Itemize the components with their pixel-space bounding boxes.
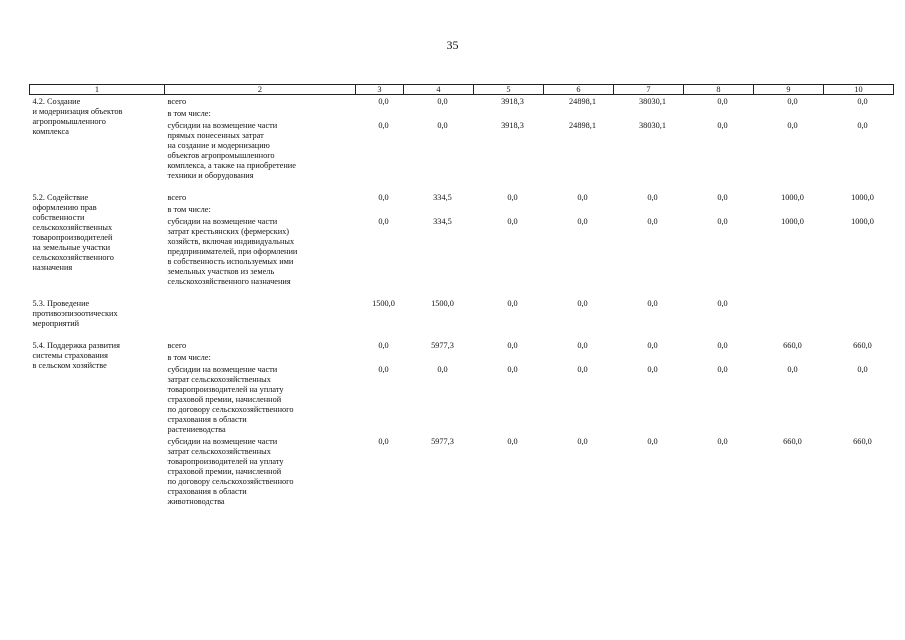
funding-source-line: в собственность используемых ими [167,257,294,266]
value-cell [684,339,754,351]
value-cell [356,363,404,435]
value-cell [614,95,684,108]
measure-name-line: 5.3. Проведение [32,299,90,308]
row-spacer-cell [30,329,894,339]
funding-source-line: субсидии на возмещение части [167,365,278,374]
table-row [30,95,894,108]
value-text: 660,0 [783,437,802,446]
value-cell [474,435,544,507]
value-text: 1000,0 [781,193,804,202]
value-cell [474,119,544,181]
funding-source-line: животноводства [167,497,225,506]
value-cell [824,435,894,507]
value-cell [356,351,404,363]
funding-source [165,435,356,507]
table-row [30,297,894,329]
value-text: 0,0 [857,121,868,130]
value-cell [614,351,684,363]
column-header-10: 10 [824,85,894,95]
column-header-9: 9 [754,85,824,95]
funding-source-line: субсидии на возмещение части [167,217,278,226]
funding-source-line: в том числе: [167,109,211,118]
value-cell [544,203,614,215]
value-cell [356,107,404,119]
value-cell [754,119,824,181]
value-cell [404,435,474,507]
funding-source-line: техники и оборудования [167,171,254,180]
budget-table [29,84,894,507]
column-header-6: 6 [544,85,614,95]
value-cell [356,339,404,351]
value-cell [544,215,614,287]
value-cell [824,191,894,203]
row-spacer [30,329,894,339]
value-cell [404,215,474,287]
value-text: 0,0 [857,97,868,106]
value-text: 0,0 [787,121,798,130]
value-text: 0,0 [717,365,728,374]
measure-name-line: назначения [32,263,73,272]
value-cell [684,363,754,435]
value-text: 0,0 [717,341,728,350]
measure-name-line: в сельском хозяйстве [32,361,107,370]
value-cell [614,191,684,203]
value-cell [544,95,614,108]
funding-source-line: по договору сельскохозяйственного [167,405,294,414]
value-text: 0,0 [787,365,798,374]
funding-source-line: объектов агропромышленного [167,151,275,160]
value-cell [356,191,404,203]
value-cell [356,95,404,108]
value-text: 0,0 [507,299,518,308]
value-text: 0,0 [577,437,588,446]
funding-source-line: комплекса, а также на приобретение [167,161,296,170]
value-cell [684,351,754,363]
measure-name [30,191,165,287]
value-cell [544,363,614,435]
funding-source-line: по договору сельскохозяйственного [167,477,294,486]
column-header-4: 4 [404,85,474,95]
value-text: 0,0 [507,193,518,202]
value-cell [474,339,544,351]
funding-source-line: в том числе: [167,205,211,214]
value-text: 0,0 [378,341,389,350]
value-cell [614,363,684,435]
funding-source-line: страховой премии, начисленной [167,395,282,404]
value-cell [544,297,614,329]
value-cell [404,363,474,435]
value-text: 0,0 [717,193,728,202]
page-number: 35 [446,38,459,52]
value-text: 3918,3 [501,97,524,106]
value-text: 0,0 [717,437,728,446]
value-cell [356,215,404,287]
value-text: 0,0 [507,341,518,350]
value-text: 0,0 [507,437,518,446]
funding-source-line: затрат крестьянских (фермерских) [167,227,290,236]
value-text: 38030,1 [639,97,666,106]
value-text: 0,0 [577,217,588,226]
measure-name-line: противоэпизоотических [32,309,118,318]
value-cell [614,215,684,287]
table-row [30,339,894,351]
funding-source [165,339,356,351]
value-text: 5977,3 [431,341,454,350]
value-text: 0,0 [717,97,728,106]
column-header-8: 8 [684,85,754,95]
value-text: 0,0 [577,341,588,350]
value-cell [544,351,614,363]
measure-name [30,95,165,182]
table-header [30,85,894,95]
value-text: 0,0 [378,97,389,106]
value-cell [404,339,474,351]
value-cell [474,203,544,215]
value-cell [754,363,824,435]
value-cell [824,297,894,329]
value-text: 0,0 [437,365,448,374]
value-text: 0,0 [378,365,389,374]
value-cell [614,107,684,119]
value-text: 0,0 [378,193,389,202]
row-spacer-cell [30,287,894,297]
measure-name-line: 4.2. Создание [32,97,81,106]
funding-source-line: субсидии на возмещение части [167,121,278,130]
value-cell [356,203,404,215]
row-spacer [30,287,894,297]
measure-name-line: и модернизация объектов [32,107,123,116]
value-cell [356,435,404,507]
measure-name-line: мероприятий [32,319,80,328]
funding-source [165,351,356,363]
measure-name-line: на земельные участки [32,243,111,252]
value-cell [824,363,894,435]
value-cell [404,95,474,108]
value-cell [474,363,544,435]
row-spacer [30,181,894,191]
measure-name-line: системы страхования [32,351,108,360]
value-text: 0,0 [378,217,389,226]
funding-source-line: сельскохозяйственного назначения [167,277,291,286]
value-text: 0,0 [787,97,798,106]
value-text: 0,0 [717,299,728,308]
value-text: 0,0 [437,121,448,130]
value-text: 0,0 [577,193,588,202]
funding-source-line: страхования в области [167,487,247,496]
value-cell [404,351,474,363]
funding-source-line: всего [167,97,187,106]
value-text: 0,0 [647,341,658,350]
value-text: 1000,0 [851,193,874,202]
value-cell [404,107,474,119]
value-cell [684,119,754,181]
value-cell [474,351,544,363]
column-header-2: 2 [165,85,356,95]
table-body [30,95,894,508]
funding-source-line: субсидии на возмещение части [167,437,278,446]
table-row [30,191,894,203]
value-text: 334,5 [433,193,452,202]
value-cell [474,191,544,203]
value-text: 0,0 [647,193,658,202]
value-cell [824,215,894,287]
value-text: 24898,1 [569,97,596,106]
value-cell [474,95,544,108]
funding-source-line: на создание и модернизацию [167,141,270,150]
value-cell [474,297,544,329]
value-text: 1500,0 [372,299,395,308]
value-cell [614,297,684,329]
value-cell [824,339,894,351]
measure-name-line: 5.4. Поддержка развития [32,341,120,350]
measure-name-line: сельскохозяйственных [32,223,113,232]
value-cell [754,191,824,203]
value-cell [614,435,684,507]
value-cell [404,203,474,215]
value-cell [474,107,544,119]
value-cell [404,119,474,181]
value-cell [684,107,754,119]
funding-source-line: хозяйств, включая индивидуальных [167,237,295,246]
measure-name-line: агропромышленного [32,117,106,126]
funding-source [165,363,356,435]
funding-source-line: страхования в области [167,415,247,424]
value-text: 0,0 [857,365,868,374]
funding-source [165,95,356,108]
value-text: 3918,3 [501,121,524,130]
value-text: 0,0 [647,217,658,226]
funding-source [165,119,356,181]
measure-name-line: сельскохозяйственного [32,253,114,262]
value-cell [754,339,824,351]
value-text: 1500,0 [431,299,454,308]
funding-source-line: затрат сельскохозяйственных [167,375,271,384]
funding-source [165,203,356,215]
funding-source-line: товаропроизводителей на уплату [167,385,284,394]
value-cell [824,203,894,215]
value-cell [614,203,684,215]
value-cell [754,203,824,215]
value-cell [544,435,614,507]
value-text: 0,0 [437,97,448,106]
value-cell [474,215,544,287]
measure-name-line: 5.2. Содействие [32,193,89,202]
value-text: 0,0 [717,121,728,130]
value-cell [754,435,824,507]
funding-source-line: всего [167,193,187,202]
value-text: 0,0 [577,365,588,374]
header-row [30,85,894,95]
value-cell [754,215,824,287]
value-cell [684,95,754,108]
value-text: 0,0 [647,365,658,374]
value-cell [404,191,474,203]
funding-source [165,215,356,287]
measure-name [30,297,165,329]
funding-source-line: растениеводства [167,425,226,434]
value-cell [614,339,684,351]
column-header-3: 3 [356,85,404,95]
value-cell [684,203,754,215]
value-cell [614,119,684,181]
funding-source-line: земельных участков из земель [167,267,275,276]
value-cell [356,119,404,181]
value-text: 0,0 [647,437,658,446]
value-text: 660,0 [783,341,802,350]
value-text: 5977,3 [431,437,454,446]
value-text: 660,0 [853,437,872,446]
value-text: 0,0 [577,299,588,308]
row-spacer-cell [30,181,894,191]
funding-source-line: прямых понесенных затрат [167,131,264,140]
funding-source [165,191,356,203]
measure-name-line: оформлению прав [32,203,97,212]
value-cell [544,191,614,203]
value-cell [754,297,824,329]
measure-name-line: комплекса [32,127,69,136]
column-header-7: 7 [614,85,684,95]
value-cell [684,435,754,507]
value-text: 660,0 [853,341,872,350]
funding-source-line: затрат сельскохозяйственных [167,447,271,456]
value-text: 1000,0 [851,217,874,226]
value-cell [824,95,894,108]
column-header-5: 5 [474,85,544,95]
funding-source-line: товаропроизводителей на уплату [167,457,284,466]
funding-source-line: предпринимателей, при оформлении [167,247,298,256]
value-cell [754,107,824,119]
value-cell [684,215,754,287]
value-cell [404,297,474,329]
value-text: 0,0 [378,437,389,446]
funding-source-line: страховой премии, начисленной [167,467,282,476]
value-text: 0,0 [717,217,728,226]
value-text: 334,5 [433,217,452,226]
value-cell [684,191,754,203]
value-cell [824,351,894,363]
value-text: 0,0 [507,217,518,226]
value-cell [754,95,824,108]
funding-source [165,107,356,119]
value-text: 0,0 [507,365,518,374]
value-text: 0,0 [378,121,389,130]
value-cell [544,119,614,181]
value-cell [824,107,894,119]
value-text: 38030,1 [639,121,666,130]
value-cell [356,297,404,329]
funding-source-line: всего [167,341,187,350]
measure-name-line: собственности [32,213,85,222]
value-text: 0,0 [647,299,658,308]
funding-source [165,297,356,329]
value-cell [824,119,894,181]
column-header-1: 1 [30,85,165,95]
measure-name-line: товаропроизводителей [32,233,113,242]
value-cell [684,297,754,329]
value-cell [544,339,614,351]
value-text: 1000,0 [781,217,804,226]
funding-source-line: в том числе: [167,353,211,362]
value-cell [544,107,614,119]
value-text: 24898,1 [569,121,596,130]
measure-name [30,339,165,507]
value-cell [754,351,824,363]
